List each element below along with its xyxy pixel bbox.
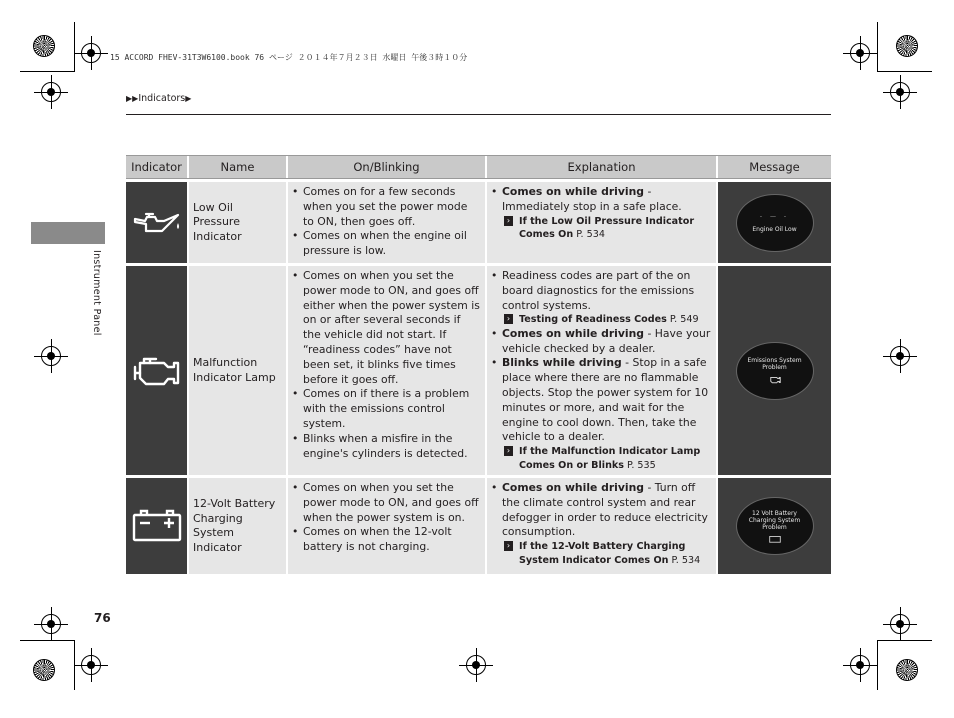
text: - Stop in a safe place where there are no flammable objects. Stop the power system for 10 minutes or more, and wait for the engine to cool down. Then, take the vehicle to a dealer. <box>502 356 709 444</box>
text: - Have your vehicle checked by a dealer. <box>502 326 711 355</box>
bold-text: Comes on while driving <box>502 481 645 494</box>
breadcrumb-arrow-icon: ▶▶ <box>126 94 139 103</box>
list-item: • Comes on if there is a problem with the emissions control system. <box>292 387 481 431</box>
list-item: • Comes on when the 12-volt battery is not charging. <box>292 525 481 555</box>
text: - Turn off the climate control system and rear defogger in order to reduce electricity consumption. <box>502 481 708 539</box>
indicator-name: Low Oil Pressure Indicator <box>187 182 286 263</box>
message-text: Problem <box>762 523 787 531</box>
reference-title: If the Low Oil Pressure Indicator Comes On <box>519 215 695 241</box>
table-row <box>126 478 831 574</box>
engine-icon <box>768 375 782 384</box>
header-explanation: Explanation <box>485 156 716 178</box>
message-cell <box>716 182 831 263</box>
list-item: • Comes on when you set the power mode to ON, and goes off either when the power system is on or after several seconds if the vehicle did not start. If “readiness codes” have not been set, it blinks five times before it goes off. <box>292 269 481 387</box>
list-item <box>491 269 712 327</box>
header-divider <box>126 114 831 115</box>
on-blinking-cell <box>286 478 485 574</box>
bold-text: Comes on while driving <box>502 185 645 198</box>
page-number: 76 <box>94 611 111 625</box>
oil-can-icon <box>132 208 182 238</box>
list-item <box>491 481 712 567</box>
reference-page: P. 535 <box>623 459 656 471</box>
text: Readiness codes are part of the on board diagnostics for the emissions control systems. <box>502 269 695 312</box>
battery-icon <box>769 535 781 543</box>
on-blinking-cell <box>286 182 485 263</box>
message-text: Emissions System <box>747 357 802 364</box>
list-item: • Blinks when a misfire in the engine's cylinders is detected. <box>292 432 481 462</box>
message-cell <box>716 266 831 475</box>
page-reference[interactable] <box>502 215 712 242</box>
print-header: 15 ACCORD FHEV-31T3W6100.book 76 ページ ２０１４年７月２３日 水曜日 午後３時１０分 <box>110 53 468 62</box>
table-header <box>126 155 831 179</box>
reference-page: P. 534 <box>668 554 701 566</box>
indicator-cell <box>126 266 187 475</box>
message-cell <box>716 478 831 574</box>
indicator-name: Malfunction Indicator Lamp <box>187 266 286 475</box>
message-text: 12 Volt Battery <box>752 509 797 517</box>
reference-arrow-icon: › <box>504 216 513 226</box>
list-item <box>491 185 712 242</box>
page-reference[interactable] <box>502 445 712 472</box>
indicator-table <box>126 155 831 574</box>
list-item: • Comes on when you set the power mode to ON, and goes off when the power system is on. <box>292 481 481 525</box>
reference-arrow-icon: › <box>504 314 513 324</box>
message-text: Engine Oil Low <box>752 225 797 233</box>
explanation-cell <box>485 266 716 475</box>
breadcrumb-arrow-icon: ▶ <box>185 94 192 103</box>
header-message: Message <box>716 156 831 178</box>
reference-page: P. 534 <box>573 229 605 241</box>
table-row <box>126 182 831 263</box>
indicator-cell <box>126 182 187 263</box>
reference-title: If the 12-Volt Battery Charging System Indicator Comes On <box>519 541 686 566</box>
bold-text: Blinks while driving <box>502 356 622 370</box>
bold-text: Comes on while driving <box>502 326 645 340</box>
explanation-cell <box>485 182 716 263</box>
message-text: Charging System <box>748 516 801 524</box>
reference-page: P. 549 <box>666 314 699 326</box>
reference-arrow-icon: › <box>504 541 513 551</box>
display-dashes: - — - <box>759 212 790 220</box>
message-display <box>736 497 814 555</box>
breadcrumb-link[interactable]: Indicators <box>138 93 186 104</box>
header-indicator: Indicator <box>131 160 182 174</box>
table-row <box>126 266 831 475</box>
message-display <box>736 342 814 400</box>
list-item: • Comes on when the engine oil pressure is low. <box>292 229 481 259</box>
message-text: Problem <box>762 364 787 371</box>
indicator-cell <box>126 478 187 574</box>
reference-title: Testing of Readiness Codes <box>519 314 667 326</box>
battery-icon <box>131 509 183 543</box>
on-blinking-cell <box>286 266 485 475</box>
header-name: Name <box>187 156 286 178</box>
explanation-cell <box>485 478 716 574</box>
engine-icon <box>132 353 182 389</box>
breadcrumb <box>126 93 191 104</box>
indicator-name: 12-Volt Battery Charging System Indicator <box>187 478 286 574</box>
list-item <box>491 356 712 472</box>
page-reference[interactable] <box>502 540 712 567</box>
section-label: Instrument Panel <box>91 250 102 336</box>
reference-arrow-icon: › <box>504 446 513 456</box>
reference-title: If the Malfunction Indicator Lamp Comes On or Blinks <box>519 446 701 471</box>
header-on-blinking: On/Blinking <box>286 156 485 178</box>
message-display <box>736 194 814 252</box>
section-tab[interactable] <box>31 222 105 244</box>
list-item: • Comes on for a few seconds when you set the power mode to ON, then goes off. <box>292 185 481 229</box>
text: - Immediately stop in a safe place. <box>502 185 682 213</box>
page-reference[interactable] <box>502 313 712 327</box>
list-item <box>491 327 712 357</box>
